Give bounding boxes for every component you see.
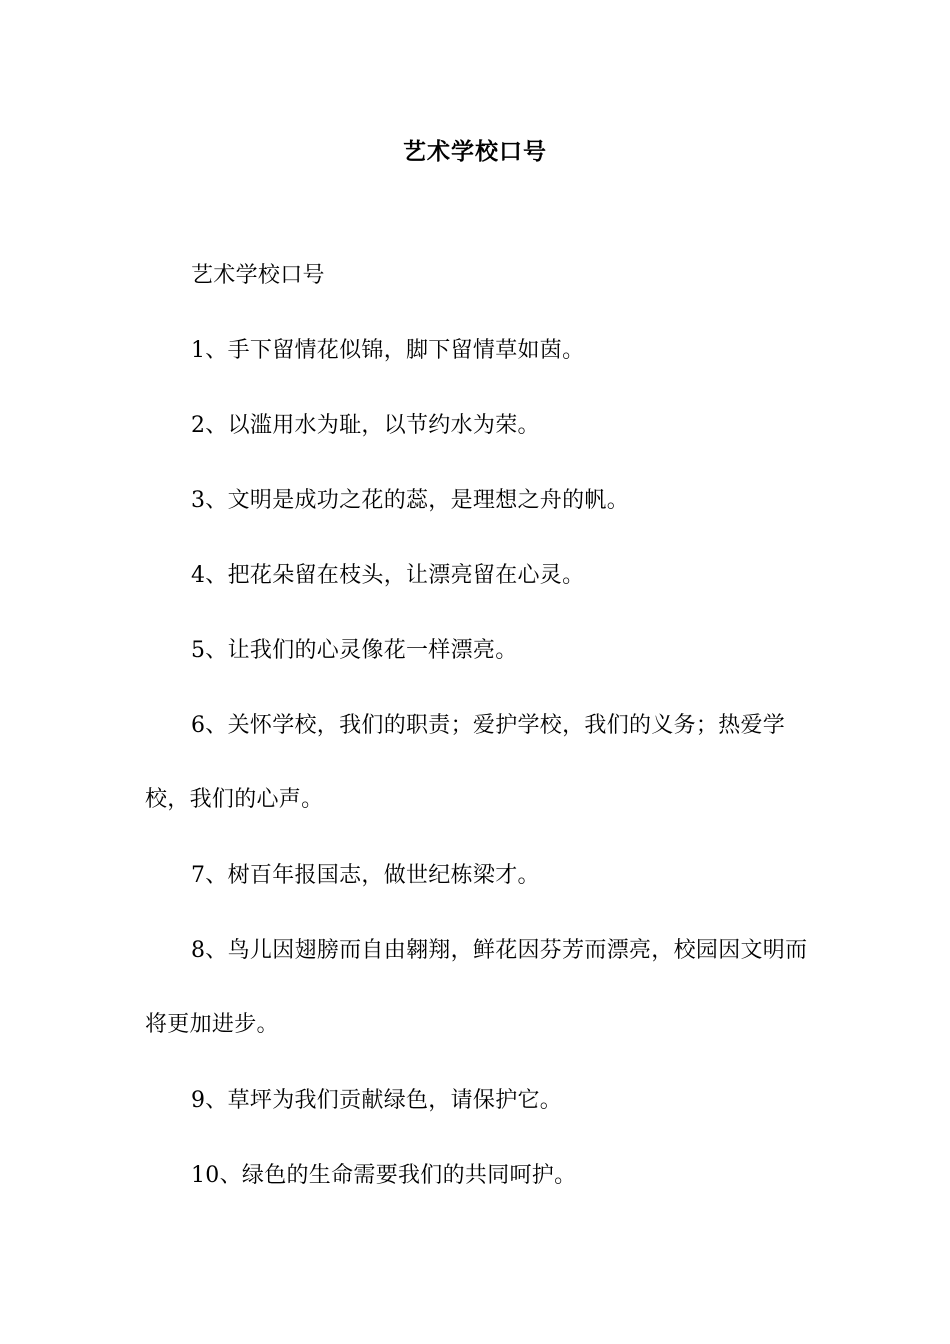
slogan-item: 4、把花朵留在枝头，让漂亮留在心灵。 <box>191 563 585 588</box>
slogan-item: 2、以滥用水为耻，以节约水为荣。 <box>191 413 540 438</box>
slogan-item: 8、鸟儿因翅膀而自由翱翔，鲜花因芬芳而漂亮，校园因文明而将更加进步。 <box>145 938 808 1037</box>
document-title: 艺术学校口号 <box>403 138 547 165</box>
paragraph-heading: 艺术学校口号 <box>191 263 325 288</box>
slogan-item: 6、关怀学校，我们的职责；爱护学校，我们的义务；热爱学校，我们的心声。 <box>145 713 786 812</box>
slogan-item: 10、绿色的生命需要我们的共同呵护。 <box>191 1163 577 1188</box>
slogan-item: 7、树百年报国志，做世纪栋梁才。 <box>191 863 540 888</box>
slogan-item: 5、让我们的心灵像花一样漂亮。 <box>191 638 518 663</box>
document-body <box>145 257 810 1232</box>
slogan-item: 1、手下留情花似锦，脚下留情草如茵。 <box>191 338 585 363</box>
slogan-item: 9、草坪为我们贡献绿色，请保护它。 <box>191 1088 563 1113</box>
slogan-item: 3、文明是成功之花的蕊，是理想之舟的帆。 <box>191 488 629 513</box>
